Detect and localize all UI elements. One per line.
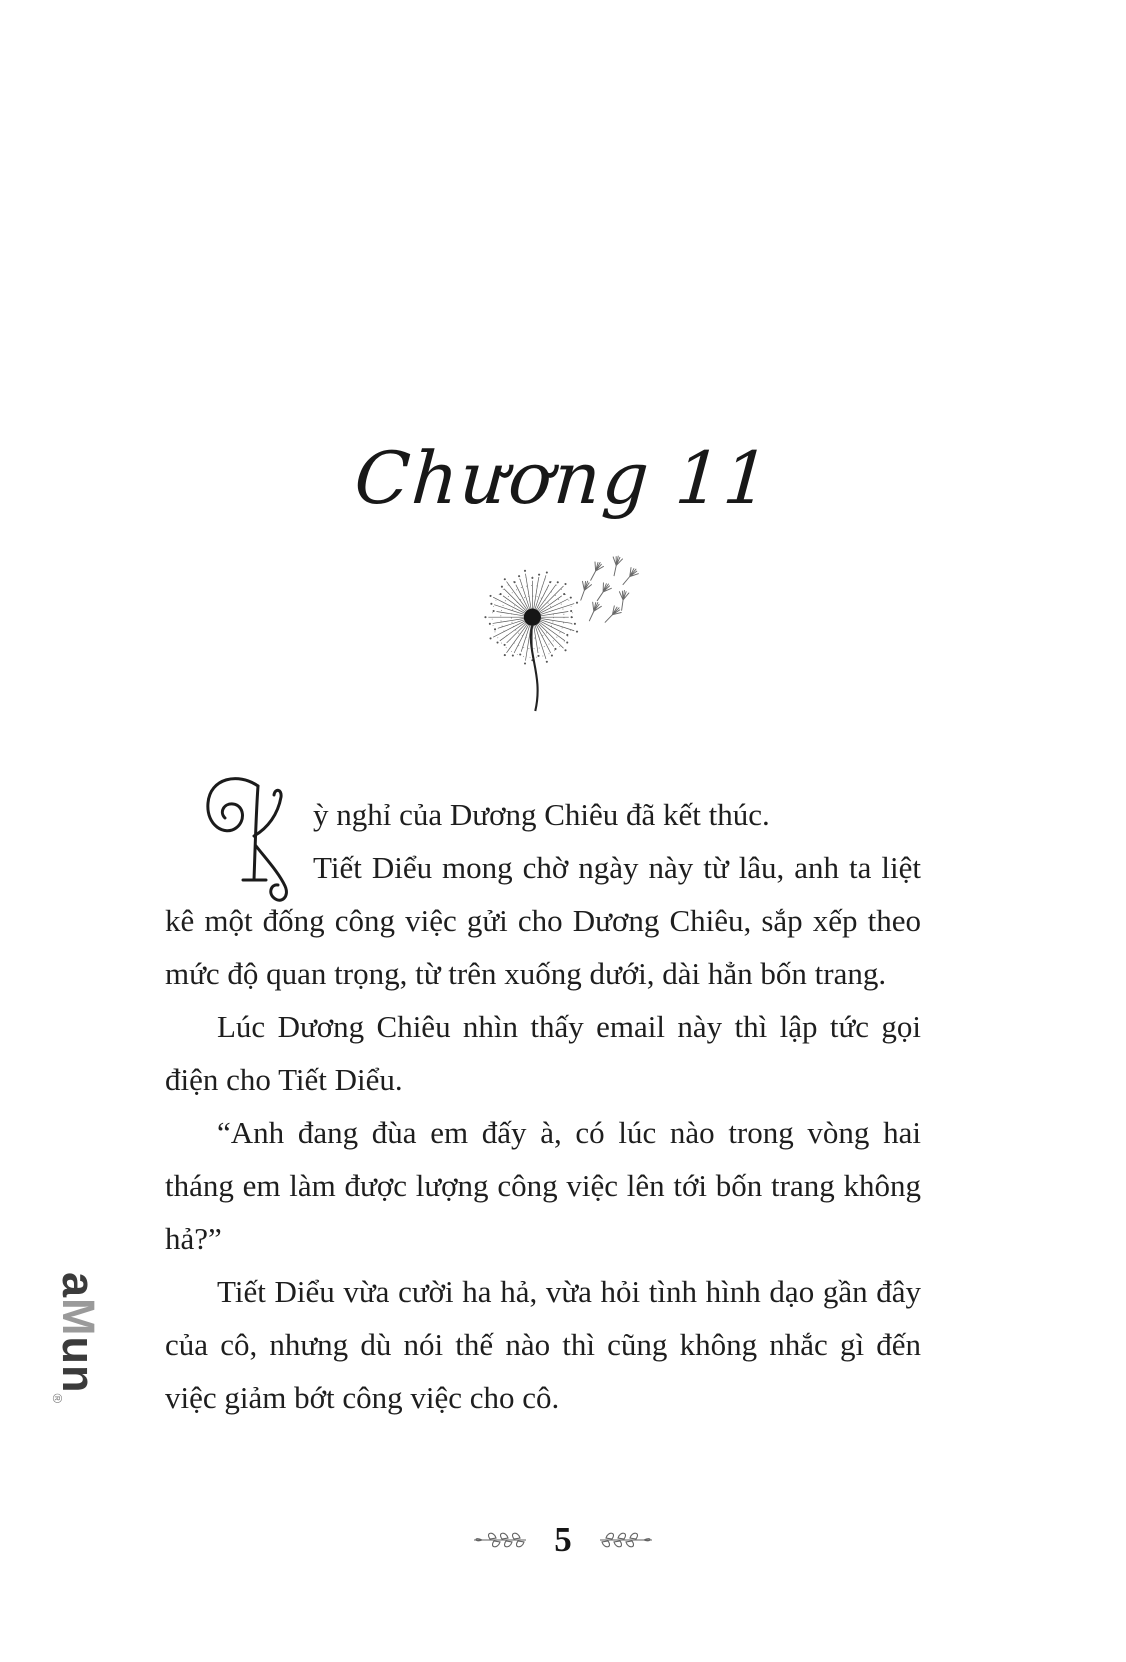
paragraph-2: Tiết Diểu mong chờ ngày này từ lâu, anh ta liệt kê một đống công việc gửi cho Dương Chiêu, sắp xếp theo mức độ quan trọng, từ trên xuống dưới, dài hẳn bốn trang. [165,850,921,991]
dandelion-illustration [0,548,1126,716]
publisher-logo [52,1272,104,1450]
leaf-branch-right-icon [598,1530,656,1550]
paragraph-1-text: ỳ nghỉ của Dương Chiêu đã kết thúc. [313,797,770,832]
brand-letter-m: M [53,1298,104,1337]
leaf-branch-left-icon [470,1530,528,1550]
brand-letters-un: un [53,1336,104,1394]
page-number: 5 [554,1520,572,1559]
paragraph-3: Lúc Dương Chiêu nhìn thấy email này thì lập tức gọi điện cho Tiết Diểu. [165,1009,921,1097]
dandelion-core [523,609,540,626]
dandelion-stem [530,625,537,711]
paragraph-4: “Anh đang đùa em đấy à, có lúc nào trong vòng hai tháng em làm được lượng công việc lên tới bốn trang không hả?” [165,1115,921,1256]
paragraph-1 [165,788,921,841]
chapter-heading: Chương 11 [351,436,775,520]
chapter-body [165,788,921,1424]
ornate-initial-K-icon [197,772,309,904]
dandelion-icon [451,548,676,716]
paragraph-5: Tiết Diểu vừa cười ha hả, vừa hỏi tình hình dạo gần đây của cô, nhưng dù nói thế nào thì cũng không nhắc gì đến việc giảm bớt công việc cho cô. [165,1274,921,1415]
brand-letter-a: a [53,1272,104,1299]
drop-cap-initial [165,788,313,888]
registered-mark: ® [50,1393,65,1405]
page-footer [0,1520,1126,1560]
